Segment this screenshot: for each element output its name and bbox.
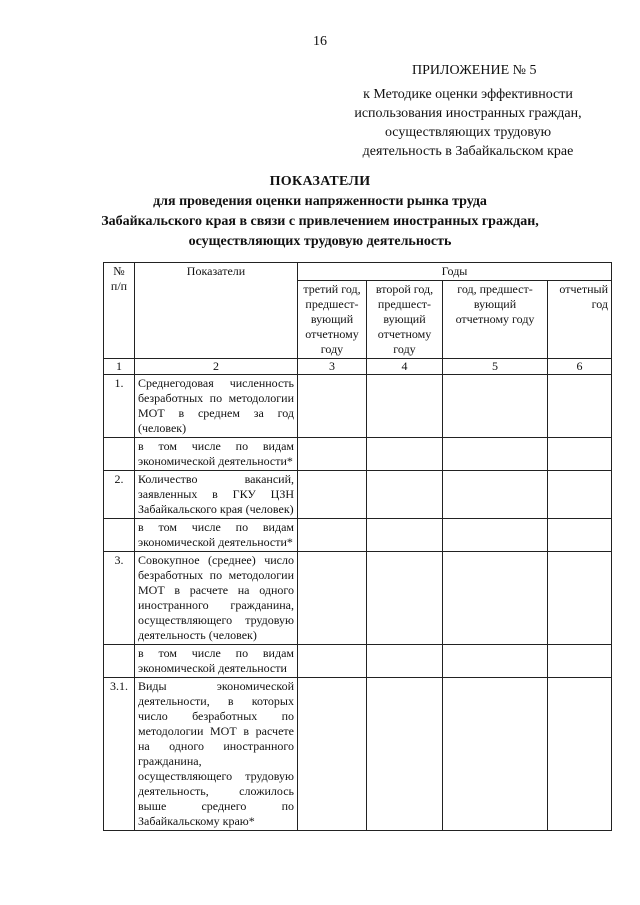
value-cell [298, 438, 367, 471]
value-cell [298, 678, 367, 831]
column-index: 3 [298, 359, 367, 375]
value-cell [298, 552, 367, 645]
value-cell [548, 438, 612, 471]
value-cell [548, 645, 612, 678]
appendix-ref-line: к Методике оценки эффективности [363, 87, 573, 102]
value-cell [298, 471, 367, 519]
appendix-reference [340, 85, 596, 161]
column-index: 2 [135, 359, 298, 375]
row-indicator: Совокупное (среднее) число безработных по методологии МОТ в расчете на одного иностранного гражданина, осуществляющего трудовую деятельность (человек) [135, 552, 298, 645]
title-line: осуществляющих трудовую деятельность [188, 234, 452, 249]
row-indicator: в том числе по видам экономической деятельности* [135, 438, 298, 471]
appendix-title: ПРИЛОЖЕНИЕ № 5 [412, 63, 537, 78]
row-number [104, 645, 135, 678]
header-row [104, 263, 612, 281]
row-indicator: Среднегодовая численность безработных по методологии МОТ в среднем за год (человек) [135, 375, 298, 438]
header-year-previous: год, предшест-вующий отчетному году [443, 281, 548, 359]
title-line: для проведения оценки напряженности рынка труда [153, 194, 487, 209]
value-cell [443, 519, 548, 552]
value-cell [443, 678, 548, 831]
column-index: 5 [443, 359, 548, 375]
value-cell [443, 438, 548, 471]
value-cell [367, 438, 443, 471]
row-number: 3.1. [104, 678, 135, 831]
header-year-second: второй год, предшест-вующий отчетному году [367, 281, 443, 359]
table-row [104, 519, 612, 552]
table-row [104, 678, 612, 831]
row-number [104, 438, 135, 471]
header-year-reporting: отчетный год [548, 281, 612, 359]
value-cell [443, 645, 548, 678]
header-years: Годы [298, 263, 612, 281]
row-number: 3. [104, 552, 135, 645]
value-cell [548, 471, 612, 519]
value-cell [367, 519, 443, 552]
table-row [104, 438, 612, 471]
indicators-table [103, 262, 612, 831]
table-row [104, 552, 612, 645]
value-cell [548, 552, 612, 645]
column-index: 1 [104, 359, 135, 375]
value-cell [298, 645, 367, 678]
row-number: 2. [104, 471, 135, 519]
value-cell [367, 552, 443, 645]
row-number [104, 519, 135, 552]
value-cell [443, 375, 548, 438]
header-year-third: третий год, предшест-вующий отчетному году [298, 281, 367, 359]
table-row [104, 375, 612, 438]
value-cell [548, 519, 612, 552]
value-cell [548, 678, 612, 831]
value-cell [548, 375, 612, 438]
value-cell [367, 375, 443, 438]
row-indicator: Виды экономической деятельности, в которых число безработных по методологии МОТ в расчете на одного иностранного гражданина, осуществляющего трудовую деятельность, сложилось выше среднего по Забайкальскому краю* [135, 678, 298, 831]
value-cell [367, 678, 443, 831]
title-line: Забайкальского края в связи с привлечением иностранных граждан, [101, 214, 539, 229]
row-indicator: в том числе по видам экономической деятельности [135, 645, 298, 678]
header-num: № п/п [104, 263, 135, 359]
column-index-row [104, 359, 612, 375]
title-main: ПОКАЗАТЕЛИ [269, 174, 371, 189]
value-cell [298, 375, 367, 438]
appendix-ref-line: использования иностранных граждан, [354, 106, 582, 121]
row-indicator: в том числе по видам экономической деятельности* [135, 519, 298, 552]
document-title [0, 172, 640, 252]
value-cell [367, 645, 443, 678]
appendix-ref-line: осуществляющих трудовую [384, 125, 552, 140]
column-index: 4 [367, 359, 443, 375]
value-cell [443, 471, 548, 519]
value-cell [443, 552, 548, 645]
table-row [104, 471, 612, 519]
row-number: 1. [104, 375, 135, 438]
page-number: 16 [313, 34, 327, 49]
table-row [104, 645, 612, 678]
column-index: 6 [548, 359, 612, 375]
appendix-ref-line: деятельность в Забайкальском крае [362, 144, 574, 159]
value-cell [298, 519, 367, 552]
header-indicators: Показатели [135, 263, 298, 359]
value-cell [367, 471, 443, 519]
row-indicator: Количество вакансий, заявленных в ГКУ ЦЗН Забайкальского края (человек) [135, 471, 298, 519]
